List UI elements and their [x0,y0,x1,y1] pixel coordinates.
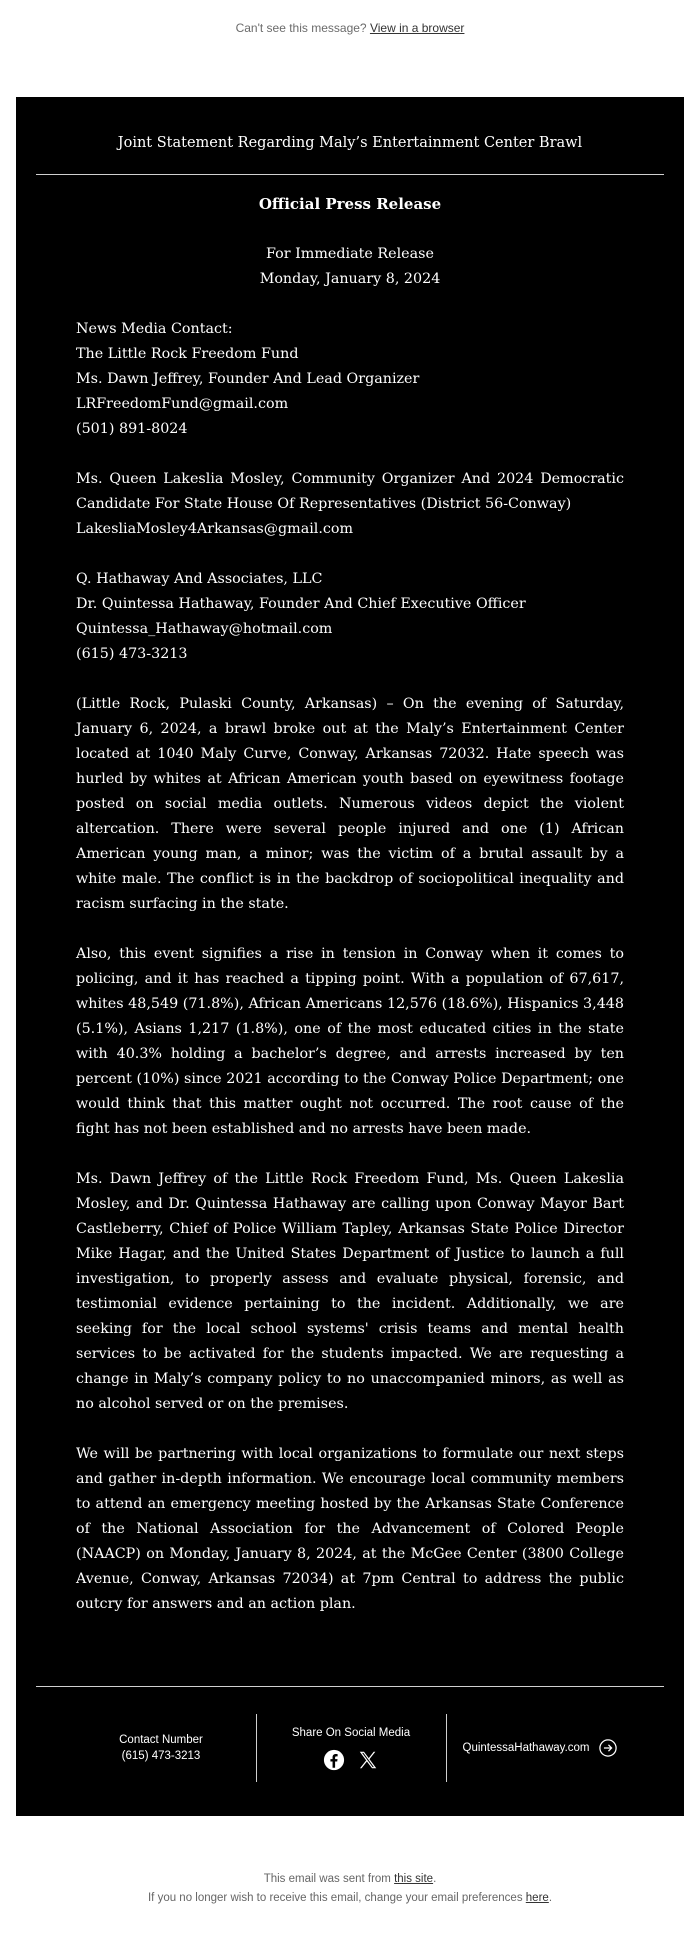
sent-from-text: This email was sent from [263,1873,391,1885]
contact-block-3 [76,567,624,667]
contact-number-label: Contact Number [119,1734,203,1746]
press-release-heading: Official Press Release [258,195,442,213]
footer-website[interactable] [456,1714,624,1782]
body-paragraph: (Little Rock, Pulaski County, Arkansas) – On the evening of Saturday, January 6, 2024, a brawl broke out at the Maly’s Entertainment Center located at 1040 Maly Curve, Conway, Arkansas 72032. Hate speech was hurled by whites at African American youth based on eyewitness footage posted on social media outlets. Numerous videos depict the violent altercation. There were several people injured and one (1) African American young man, a minor; was the victim of a brutal assault by a white male. The conflict is in the backdrop of sociopolitical inequality and racism surfacing in the state. [76,696,624,912]
contact-phone: (501) 891-8024 [76,421,188,437]
contact-line: Q. Hathaway And Associates, LLC [76,571,323,587]
email-preferences-link[interactable]: here [525,1892,549,1904]
body-paragraph: Also, this event signifies a rise in tension in Conway when it comes to policing, and it has reached a tipping point. With a population of 67,617, whites 48,549 (71.8%), African Americans 12,576 (18.6%), Hispanics 3,448 (5.1%), Asians 1,217 (1.8%), one of the most educated cities in the state with 40.3% holding a bachelor’s degree, and arrests increased by ten percent (10%) since 2021 according to the Conway Police Department; one would think that this matter ought not occurred. The root cause of the fight has not been established and no arrests have been made. [76,946,624,1137]
contact-email[interactable]: LakesliaMosley4Arkansas@gmail.com [76,521,354,537]
contact-email[interactable]: LRFreedomFund@gmail.com [76,396,289,412]
preheader-text: Can't see this message? [235,21,367,35]
bottom-divider [36,1686,664,1687]
this-site-link[interactable]: this site [394,1873,434,1885]
email-body [76,192,624,1642]
sent-from-end: . [433,1873,437,1885]
contact-line: Ms. Queen Lakeslia Mosley, Community Organizer And 2024 Democratic Candidate For State House Of Representatives (District 56-Conway) [76,471,624,512]
x-icon[interactable] [357,1749,379,1771]
facebook-icon[interactable] [323,1749,345,1771]
preheader [0,0,700,41]
contact-block-1 [76,317,624,442]
unsubscribe-line [0,1889,700,1908]
footer-social [256,1714,446,1782]
contact-block-2 [76,467,624,542]
top-divider [36,174,664,175]
view-in-browser-link[interactable]: View in a browser [369,21,465,35]
email-title: Joint Statement Regarding Maly’s Entertainment Center Brawl [117,135,583,151]
email-card [16,97,684,1816]
contact-email[interactable]: Quintessa_Hathaway@hotmail.com [76,621,333,637]
release-info [76,242,624,292]
contact-line: News Media Contact: [76,321,233,337]
contact-number-value[interactable]: (615) 473-3213 [121,1750,201,1762]
social-links [323,1749,379,1771]
unsubscribe-end: . [548,1892,553,1904]
email-footer [16,1714,684,1782]
body-paragraph: Ms. Dawn Jeffrey of the Little Rock Freedom Fund, Ms. Queen Lakeslia Mosley, and Dr. Quintessa Hathaway are calling upon Conway Mayor Bart Castleberry, Chief of Police William Tapley, Arkansas State Police Director Mike Hagar, and the United States Department of Justice to launch a full investigation, to properly assess and evaluate physical, forensic, and testimonial evidence pertaining to the incident. Additionally, we are seeking for the local school systems' crisis teams and mental health services to be activated for the students impacted. We are requesting a change in Maly’s company policy to no unaccompanied minors, as well as no alcohol served or on the premises. [76,1171,624,1412]
unsubscribe-text: If you no longer wish to receive this email, change your email preferences [147,1892,523,1904]
email-bottom-notice [0,1870,700,1908]
sent-from-line [0,1870,700,1889]
release-line: For Immediate Release [266,246,434,262]
arrow-right-circle-icon[interactable] [599,1739,617,1757]
body-paragraph: We will be partnering with local organizations to formulate our next steps and gather in-depth information. We encourage local community members to attend an emergency meeting hosted by the Arkansas State Conference of the National Association for the Advancement of Colored People (NAACP) on Monday, January 8, 2024, at the McGee Center (3800 College Avenue, Conway, Arkansas 72034) at 7pm Central to address the public outcry for answers and an action plan. [76,1446,624,1612]
share-label: Share On Social Media [291,1727,411,1739]
contact-line: Ms. Dawn Jeffrey, Founder And Lead Organizer [76,371,420,387]
contact-phone: (615) 473-3213 [76,646,188,662]
contact-line: The Little Rock Freedom Fund [76,346,299,362]
footer-divider [446,1714,447,1782]
footer-contact [76,1714,246,1782]
release-date: Monday, January 8, 2024 [259,271,441,287]
contact-line: Dr. Quintessa Hathaway, Founder And Chief Executive Officer [76,596,526,612]
website-link[interactable]: QuintessaHathaway.com [462,1742,590,1754]
